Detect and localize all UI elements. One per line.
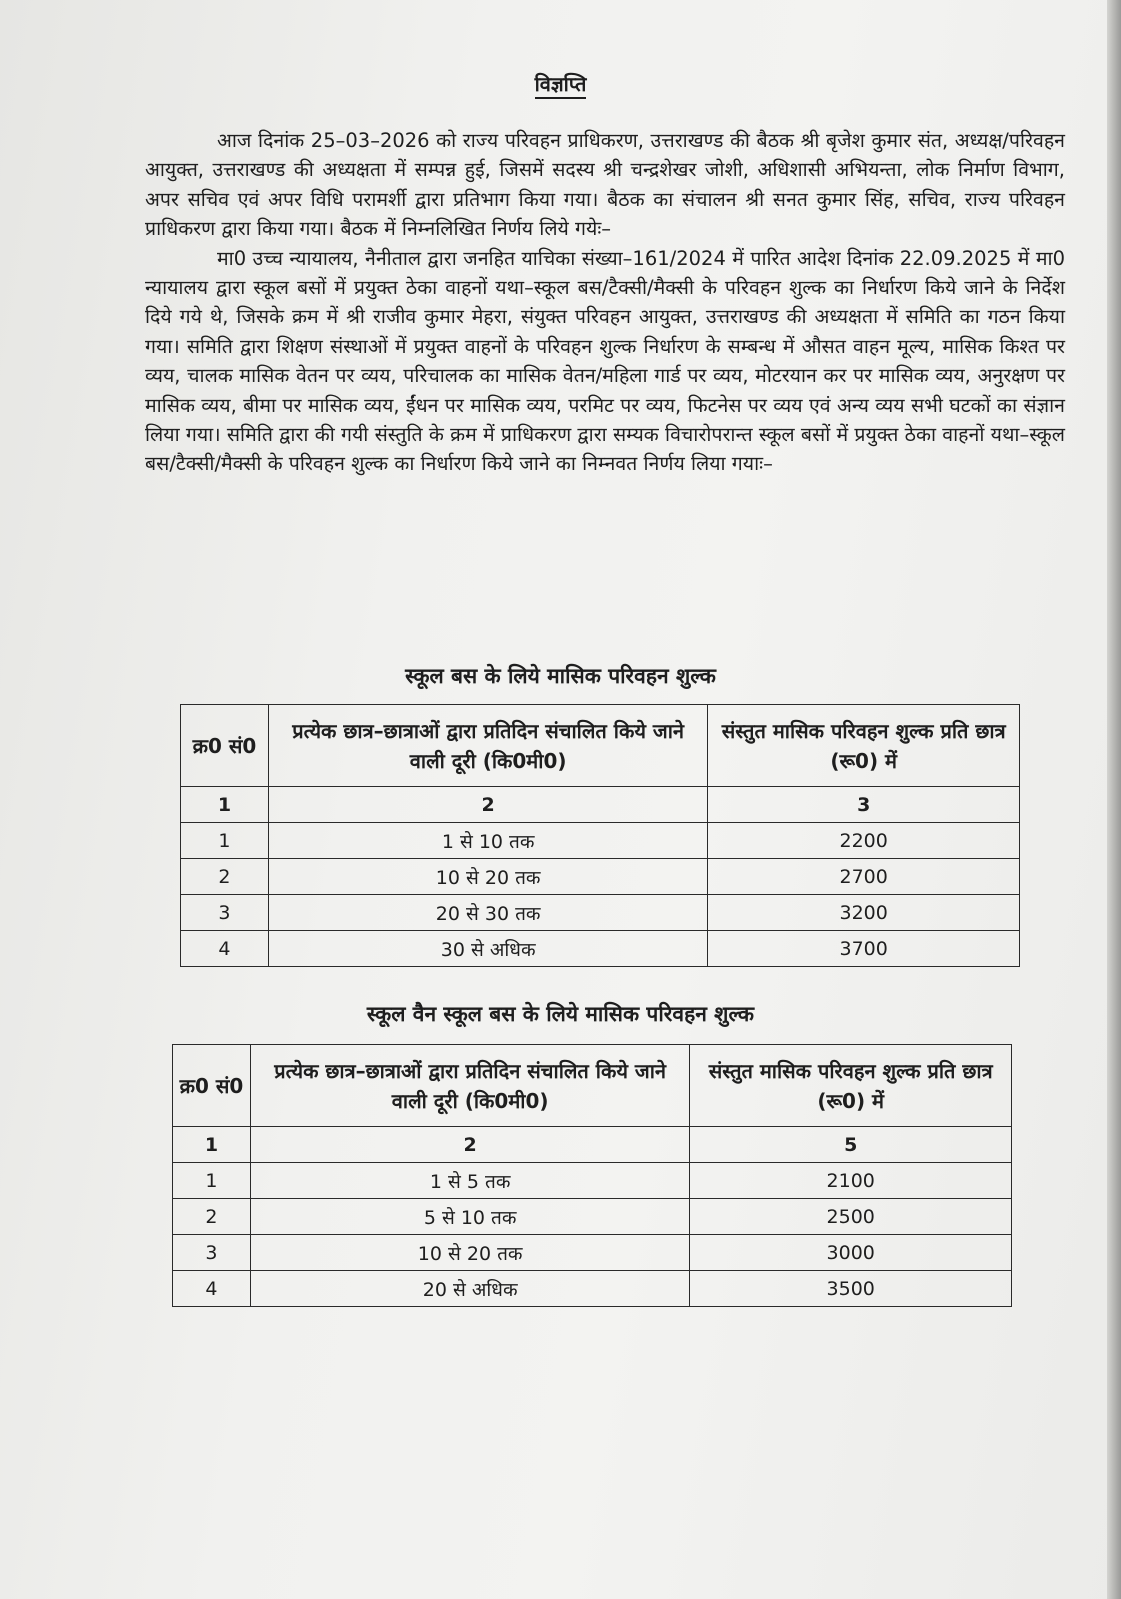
serial-cell: 3 — [181, 895, 269, 931]
page-title — [0, 70, 1121, 97]
header-serial: क्र0 सं0 — [181, 705, 269, 787]
colnum-3: 5 — [690, 1127, 1012, 1163]
distance-cell: 20 से अधिक — [250, 1271, 689, 1307]
serial-cell: 2 — [181, 859, 269, 895]
table-row — [181, 859, 1020, 895]
table-row — [181, 895, 1020, 931]
distance-cell: 30 से अधिक — [268, 931, 707, 967]
table-row — [173, 1271, 1012, 1307]
distance-cell: 1 से 10 तक — [268, 823, 707, 859]
header-fee: संस्तुत मासिक परिवहन शुल्क प्रति छात्र (रू0) में — [708, 705, 1020, 787]
body-text — [145, 126, 1065, 479]
serial-cell: 1 — [173, 1163, 251, 1199]
fee-cell: 2100 — [690, 1163, 1012, 1199]
fee-cell: 3200 — [708, 895, 1020, 931]
fee-cell: 2700 — [708, 859, 1020, 895]
header-distance: प्रत्येक छात्र–छात्राओं द्वारा प्रतिदिन संचालित किये जाने वाली दूरी (कि0मी0) — [250, 1045, 689, 1127]
serial-cell: 3 — [173, 1235, 251, 1271]
table-colnum-row — [181, 787, 1020, 823]
table-row — [173, 1199, 1012, 1235]
header-fee: संस्तुत मासिक परिवहन शुल्क प्रति छात्र (रू0) में — [690, 1045, 1012, 1127]
fee-cell: 2200 — [708, 823, 1020, 859]
table2-title: स्कूल वैन स्कूल बस के लिये मासिक परिवहन शुल्क — [366, 1002, 755, 1026]
distance-cell: 10 से 20 तक — [268, 859, 707, 895]
colnum-1: 1 — [173, 1127, 251, 1163]
table-header-row — [173, 1045, 1012, 1127]
fee-cell: 3700 — [708, 931, 1020, 967]
table-row — [181, 823, 1020, 859]
page-title-text: विज्ञप्ति — [535, 72, 587, 99]
fee-cell: 2500 — [690, 1199, 1012, 1235]
table-row — [181, 931, 1020, 967]
distance-cell: 1 से 5 तक — [250, 1163, 689, 1199]
distance-cell: 20 से 30 तक — [268, 895, 707, 931]
serial-cell: 2 — [173, 1199, 251, 1235]
table-colnum-row — [173, 1127, 1012, 1163]
header-serial: क्र0 सं0 — [173, 1045, 251, 1127]
fee-cell: 3000 — [690, 1235, 1012, 1271]
fee-cell: 3500 — [690, 1271, 1012, 1307]
paragraph-1: आज दिनांक 25–03–2026 को राज्य परिवहन प्राधिकरण, उत्तराखण्ड की बैठक श्री बृजेश कुमार संत, अध्यक्ष/परिवहन आयुक्त, उत्तराखण्ड की अध्यक्षता में सम्पन्न हुई, जिसमें सदस्य श्री चन्द्रशेखर जोशी, अधिशासी अभियन्ता, लोक निर्माण विभाग, अपर सचिव एवं अपर विधि परामर्शी द्वारा प्रतिभाग किया गया। बैठक का संचालन श्री सनत कुमार सिंह, सचिव, राज्य परिवहन प्राधिकरण द्वारा किया गया। बैठक में निम्नलिखित निर्णय लिये गयेः– — [145, 129, 1065, 241]
serial-cell: 1 — [181, 823, 269, 859]
table-row — [173, 1163, 1012, 1199]
colnum-1: 1 — [181, 787, 269, 823]
header-distance: प्रत्येक छात्र–छात्राओं द्वारा प्रतिदिन संचालित किये जाने वाली दूरी (कि0मी0) — [268, 705, 707, 787]
colnum-2: 2 — [250, 1127, 689, 1163]
distance-cell: 10 से 20 तक — [250, 1235, 689, 1271]
serial-cell: 4 — [173, 1271, 251, 1307]
table-header-row — [181, 705, 1020, 787]
school-van-fee-table — [172, 1044, 1012, 1307]
colnum-3: 3 — [708, 787, 1020, 823]
school-bus-fee-table — [180, 704, 1020, 967]
serial-cell: 4 — [181, 931, 269, 967]
distance-cell: 5 से 10 तक — [250, 1199, 689, 1235]
table1-title: स्कूल बस के लिये मासिक परिवहन शुल्क — [405, 664, 716, 688]
paragraph-2: मा0 उच्च न्यायालय, नैनीताल द्वारा जनहित याचिका संख्या–161/2024 में पारित आदेश दिनांक 22.09.2025 में मा0 न्यायालय द्वारा स्कूल बसों में प्रयुक्त ठेका वाहनों यथा–स्कूल बस/टैक्सी/मैक्सी के परिवहन शुल्क का निर्धारण किये जाने के निर्देश दिये गये थे, जिसके क्रम में श्री राजीव कुमार मेहरा, संयुक्त परिवहन आयुक्त, उत्तराखण्ड की अध्यक्षता में समिति का गठन किया गया। समिति द्वारा शिक्षण संस्थाओं में प्रयुक्त वाहनों के परिवहन शुल्क निर्धारण के सम्बन्ध में औसत वाहन मूल्य, मासिक किश्त पर व्यय, चालक मासिक वेतन पर व्यय, परिचालक का मासिक वेतन/महिला गार्ड पर व्यय, मोटरयान कर पर मासिक व्यय, अनुरक्षण पर मासिक व्यय, बीमा पर मासिक व्यय, ईंधन पर मासिक व्यय, परमिट पर व्यय, फिटनेस पर व्यय एवं अन्य व्यय सभी घटकों का संज्ञान लिया गया। समिति द्वारा की गयी संस्तुति के क्रम में प्राधिकरण द्वारा सम्यक विचारोपरान्त स्कूल बसों में प्रयुक्त ठेका वाहनों यथा–स्कूल बस/टैक्सी/मैक्सी के परिवहन शुल्क का निर्धारण किये जाने का निम्नवत निर्णय लिया गयाः– — [145, 246, 1065, 476]
colnum-2: 2 — [268, 787, 707, 823]
page-edge-shadow — [1107, 0, 1121, 1599]
table-row — [173, 1235, 1012, 1271]
